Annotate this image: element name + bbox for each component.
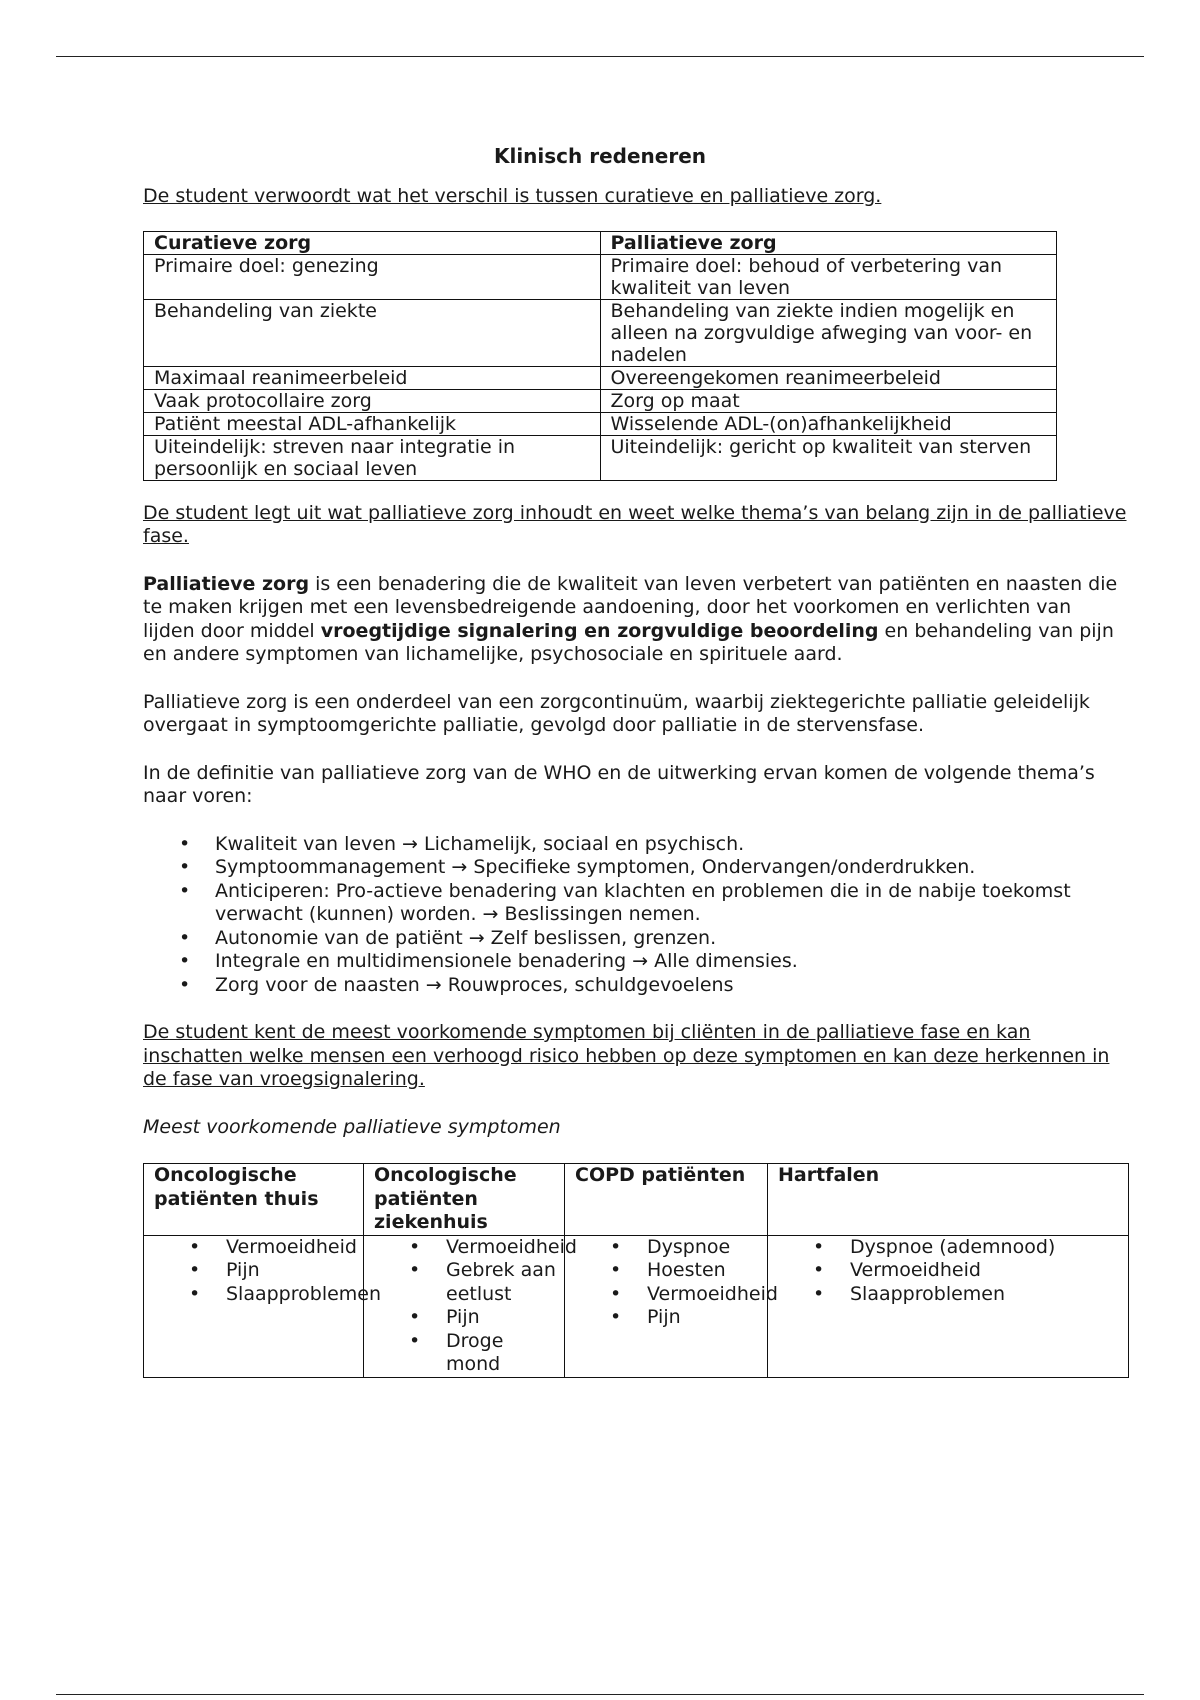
list-item: • Autonomie van de patiënt → Zelf beslissen, grenzen.: [215, 927, 1128, 951]
list-item: • Vermoeidheid: [850, 1259, 1120, 1283]
themes-list: [143, 833, 1128, 998]
list-item: • Zorg voor de naasten → Rouwproces, schuldgevoelens: [215, 974, 1128, 998]
definition-text-1: is een benadering die de kwaliteit van leven verbetert van patiënten en naasten die te maken krijgen met een levensbedreigende aandoening, door het voorkomen en verlichten van lijden door middel: [143, 572, 1118, 642]
list-item: • Anticiperen: Pro-actieve benadering van klachten en problemen die in de nabije toekomst verwacht (kunnen) worden. → Beslissingen nemen.: [215, 880, 1128, 927]
comparison-header-row: [144, 231, 1057, 254]
cell-palliative: Primaire doel: behoud of verbetering van kwaliteit van leven: [600, 254, 1057, 299]
list-item: • Hoesten: [647, 1259, 759, 1283]
list-item: • Vermoeidheid: [647, 1283, 759, 1307]
cell-curative: Vaak protocollaire zorg: [144, 389, 601, 412]
cell-copd: [565, 1235, 778, 1377]
list-item: • Vermoeidheid: [226, 1236, 355, 1260]
list-item: • Droge mond: [446, 1330, 556, 1377]
symptoms-table: [143, 1163, 1129, 1378]
symptoms-header-row: [144, 1164, 1129, 1236]
table-row: [144, 254, 1057, 299]
learning-objective-3: De student kent de meest voorkomende symptomen bij cliënten in de palliatieve fase en kan inschatten welke mensen een verhoogd risico hebben op deze symptomen en kan deze herkennen in de fase van vroegsignalering.: [143, 1021, 1110, 1090]
header-oncology-hospital: Oncologische patiënten ziekenhuis: [364, 1164, 565, 1236]
term-vroegtijdige-signalering: vroegtijdige signalering en zorgvuldige beoordeling: [320, 619, 879, 642]
list-item: • Pijn: [446, 1306, 556, 1330]
cell-heart-failure: [768, 1235, 1129, 1377]
cell-curative: Maximaal reanimeerbeleid: [144, 366, 601, 389]
table-row: [144, 366, 1057, 389]
symptoms-caption: Meest voorkomende palliatieve symptomen: [143, 1115, 561, 1138]
cell-palliative: Uiteindelijk: gericht op kwaliteit van sterven: [600, 435, 1057, 480]
cell-palliative: Overeengekomen reanimeerbeleid: [600, 366, 1057, 389]
list-item: • Integrale en multidimensionele benadering → Alle dimensies.: [215, 950, 1128, 974]
list-item: • Gebrek aan eetlust: [446, 1259, 556, 1306]
cell-curative: Behandeling van ziekte: [144, 299, 601, 366]
header-oncology-home: Oncologische patiënten thuis: [144, 1164, 364, 1236]
cell-curative: Uiteindelijk: streven naar integratie in persoonlijk en sociaal leven: [144, 435, 601, 480]
table-row: [144, 389, 1057, 412]
footer-rule: [56, 1694, 1144, 1695]
table-row: [144, 299, 1057, 366]
cell-curative: Primaire doel: genezing: [144, 254, 601, 299]
term-palliatieve-zorg: Palliatieve zorg: [143, 572, 310, 595]
definition-paragraph: [143, 573, 1128, 667]
list-item: • Slaapproblemen: [226, 1283, 355, 1307]
symptoms-row: [144, 1235, 1129, 1377]
list-item: • Pijn: [647, 1306, 759, 1330]
table-row: [144, 412, 1057, 435]
cell-palliative: Wisselende ADL-(on)afhankelijkheid: [600, 412, 1057, 435]
header-copd: COPD patiënten: [565, 1164, 768, 1236]
list-item: • Symptoommanagement → Specifieke symptomen, Ondervangen/onderdrukken.: [215, 856, 1128, 880]
comparison-table: [143, 231, 1057, 481]
list-item: • Dyspnoe (ademnood): [850, 1236, 1120, 1260]
page-title: Klinisch redeneren: [493, 144, 707, 168]
table-row: [144, 435, 1057, 480]
list-item: • Vermoeidheid: [446, 1236, 556, 1260]
cell-oncology-hospital: [364, 1235, 577, 1377]
who-paragraph: In de definitie van palliatieve zorg van de WHO en de uitwerking ervan komen de volgende thema’s naar voren:: [143, 761, 1095, 807]
definition-text-2: en behandeling van pijn en andere symptomen van lichamelijke, psychosociale en spirituele aard.: [143, 619, 1114, 665]
cell-palliative: Zorg op maat: [600, 389, 1057, 412]
list-item: • Dyspnoe: [647, 1236, 759, 1260]
learning-objective-2: De student legt uit wat palliatieve zorg inhoudt en weet welke thema’s van belang zijn in de palliatieve fase.: [143, 501, 1127, 547]
list-item: • Slaapproblemen: [850, 1283, 1120, 1307]
list-item: • Pijn: [226, 1259, 355, 1283]
cell-oncology-home: [144, 1235, 382, 1377]
cell-palliative: Behandeling van ziekte indien mogelijk en alleen na zorgvuldige afweging van voor- en nadelen: [600, 299, 1057, 366]
header-heart-failure: Hartfalen: [768, 1164, 1129, 1236]
learning-objective-1: De student verwoordt wat het verschil is tussen curatieve en palliatieve zorg.: [143, 185, 882, 207]
header-palliative: Palliatieve zorg: [600, 231, 1057, 254]
header-rule: [56, 56, 1144, 57]
document-page: [143, 142, 1128, 1378]
cell-curative: Patiënt meestal ADL-afhankelijk: [144, 412, 601, 435]
header-curative: Curatieve zorg: [144, 231, 601, 254]
continuum-paragraph: Palliatieve zorg is een onderdeel van een zorgcontinuüm, waarbij ziektegerichte palliatie geleidelijk overgaat in symptoomgerichte palliatie, gevolgd door palliatie in de stervensfase.: [143, 690, 1090, 736]
list-item: • Kwaliteit van leven → Lichamelijk, sociaal en psychisch.: [215, 833, 1128, 857]
